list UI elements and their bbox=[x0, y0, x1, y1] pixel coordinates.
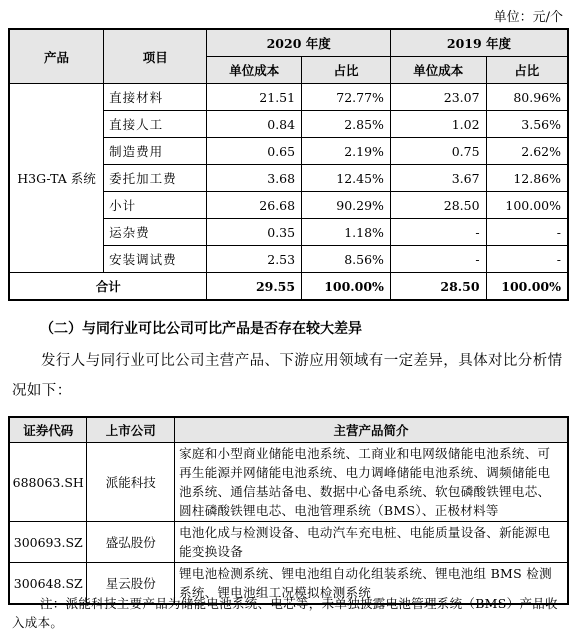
header-item: 项目 bbox=[104, 29, 207, 84]
ratio-2020-cell: 72.77% bbox=[302, 84, 391, 111]
security-code-cell: 300693.SZ bbox=[9, 522, 87, 563]
header-ratio-2020: 占比 bbox=[302, 57, 391, 84]
header-unit-cost-2019: 单位成本 bbox=[390, 57, 486, 84]
item-cell: 直接人工 bbox=[104, 111, 207, 138]
table-row bbox=[9, 84, 568, 111]
company-cell: 星云股份 bbox=[87, 563, 175, 605]
item-cell: 制造费用 bbox=[104, 138, 207, 165]
ratio-2019-cell: 3.56% bbox=[486, 111, 568, 138]
section-heading: （二）与同行业可比公司可比产品是否存在较大差异 bbox=[40, 321, 362, 337]
ratio-2020-cell: 90.29% bbox=[302, 192, 391, 219]
item-cell: 运杂费 bbox=[104, 219, 207, 246]
unit-cost-2020-cell: 2.53 bbox=[207, 246, 302, 273]
item-cell: 委托加工费 bbox=[104, 165, 207, 192]
total-label-cell: 合计 bbox=[9, 273, 207, 301]
ratio-2019-cell: 80.96% bbox=[486, 84, 568, 111]
product-name-cell: H3G-TA 系统 bbox=[9, 84, 104, 273]
ratio-2020-cell: 2.85% bbox=[302, 111, 391, 138]
ratio-2019-cell: - bbox=[486, 219, 568, 246]
item-cell: 直接材料 bbox=[104, 84, 207, 111]
ratio-2019-cell: 100.00% bbox=[486, 192, 568, 219]
item-cell: 小计 bbox=[104, 192, 207, 219]
security-code-cell: 688063.SH bbox=[9, 443, 87, 522]
body-paragraph: 发行人与同行业可比公司主营产品、下游应用领域有一定差异，具体对比分析情况如下： bbox=[12, 353, 563, 399]
header-main-products: 主营产品简介 bbox=[175, 417, 568, 443]
ratio-2019-cell: - bbox=[486, 246, 568, 273]
ratio-2019-cell: 2.62% bbox=[486, 138, 568, 165]
header-year-2020: 2020 年度 bbox=[207, 29, 390, 57]
unit-cost-2019-cell: - bbox=[390, 246, 486, 273]
total-row bbox=[9, 273, 568, 301]
company-cell: 派能科技 bbox=[87, 443, 175, 522]
unit-cost-2019-cell: 3.67 bbox=[390, 165, 486, 192]
unit-cost-2020-cell: 3.68 bbox=[207, 165, 302, 192]
unit-cost-2020-cell: 0.65 bbox=[207, 138, 302, 165]
ratio-2020-cell: 8.56% bbox=[302, 246, 391, 273]
item-cell: 安装调试费 bbox=[104, 246, 207, 273]
footnote: 注：派能科技主要产品为储能电池系统、电芯等，未单独披露电池管理系统（BMS）产品收入成本。 bbox=[12, 596, 558, 630]
unit-cost-2019-cell: 28.50 bbox=[390, 192, 486, 219]
total-unit-cost-2020-cell: 29.55 bbox=[207, 273, 302, 301]
ratio-2019-cell: 12.86% bbox=[486, 165, 568, 192]
total-ratio-2020-cell: 100.00% bbox=[302, 273, 391, 301]
ratio-2020-cell: 1.18% bbox=[302, 219, 391, 246]
products-cell: 锂电池检测系统、锂电池组自动化组装系统、锂电池组 BMS 检测系统、锂电池组工况模拟检测系统 bbox=[175, 563, 568, 605]
header-listed-company: 上市公司 bbox=[87, 417, 175, 443]
unit-cost-2020-cell: 26.68 bbox=[207, 192, 302, 219]
unit-cost-2019-cell: 23.07 bbox=[390, 84, 486, 111]
header-product: 产品 bbox=[9, 29, 104, 84]
company-cell: 盛弘股份 bbox=[87, 522, 175, 563]
products-cell: 电池化成与检测设备、电动汽车充电桩、电能质量设备、新能源电能变换设备 bbox=[175, 522, 568, 563]
ratio-2020-cell: 2.19% bbox=[302, 138, 391, 165]
unit-cost-table bbox=[8, 28, 569, 301]
header-unit-cost-2020: 单位成本 bbox=[207, 57, 302, 84]
unit-cost-2019-cell: - bbox=[390, 219, 486, 246]
header-year-2019: 2019 年度 bbox=[390, 29, 568, 57]
total-unit-cost-2019-cell: 28.50 bbox=[390, 273, 486, 301]
unit-label: 单位：元/个 bbox=[493, 10, 563, 25]
unit-cost-2020-cell: 21.51 bbox=[207, 84, 302, 111]
products-cell: 家庭和小型商业储能电池系统、工商业和电网级储能电池系统、可再生能源并网储能电池系统、电力调峰储能电池系统、调频储能电池系统、通信基站备电、数据中心备电系统、软包磷酸铁锂电芯、圆柱磷酸铁锂电芯、电池管理系统（BMS）、正极材料等 bbox=[175, 443, 568, 522]
header-ratio-2019: 占比 bbox=[486, 57, 568, 84]
table-row bbox=[9, 443, 568, 522]
unit-cost-2020-cell: 0.84 bbox=[207, 111, 302, 138]
security-code-cell: 300648.SZ bbox=[9, 563, 87, 605]
header-security-code: 证券代码 bbox=[9, 417, 87, 443]
ratio-2020-cell: 12.45% bbox=[302, 165, 391, 192]
unit-cost-2019-cell: 1.02 bbox=[390, 111, 486, 138]
peer-comparison-table bbox=[8, 416, 569, 605]
total-ratio-2019-cell: 100.00% bbox=[486, 273, 568, 301]
unit-cost-2019-cell: 0.75 bbox=[390, 138, 486, 165]
unit-cost-2020-cell: 0.35 bbox=[207, 219, 302, 246]
table-row bbox=[9, 522, 568, 563]
